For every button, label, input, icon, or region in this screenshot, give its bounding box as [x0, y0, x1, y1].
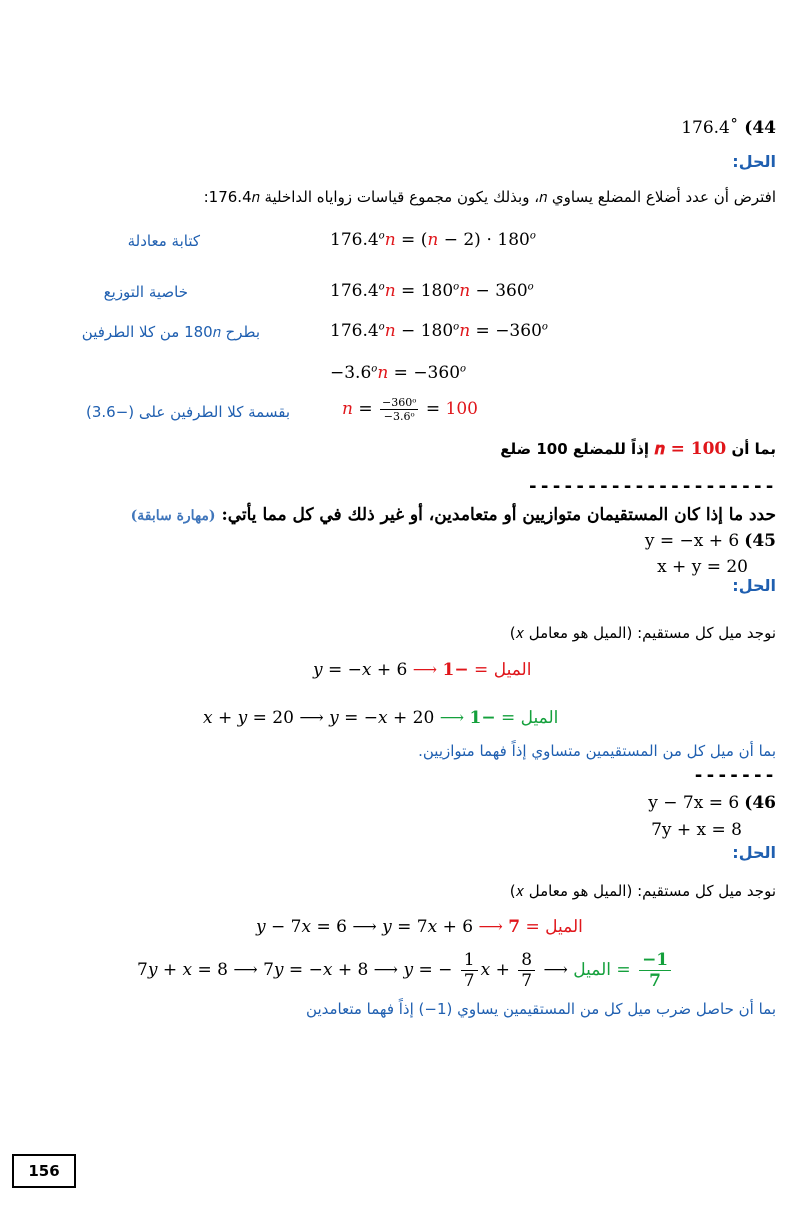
step5-fraction: $\frac{\text{−360ᵒ}}{\text{−3.6ᵒ}}$	[382, 396, 417, 423]
problem-45-header	[645, 531, 776, 551]
p44-intro: افترض أن عدد أضلاع المضلع يساوي 𝑛، وبذلك يكون مجموع قياسات زواياه الداخلية 176.4𝑛:	[203, 188, 776, 206]
p45-conclusion: بما أن ميل كل من المستقيمين متساوي إذاً فهما متوازيين.	[418, 742, 776, 760]
p46-line2: 7𝑦 + 𝑥 = 8 ⟶ 7𝑦 = −𝑥 + 8 ⟶ 𝑦 = − $\frac{1}{7}$ 𝑥 + $\frac{8}{7}$ ⟶ الميل = $\frac{-𝟏}{𝟕}$	[137, 950, 674, 991]
problem-44-answer: 176.4˚	[681, 118, 739, 138]
problem-44-number: (44	[744, 118, 776, 138]
instruction-tag: (مهارة سابقة)	[130, 508, 216, 524]
step2-label: خاصية التوزيع	[103, 283, 188, 301]
step2-equation: $176.4^𝑜𝑛$ = $180^𝑜𝑛 - 360^𝑜$	[330, 281, 534, 301]
problem-46-number: (46	[744, 793, 776, 813]
step5-result: 100	[445, 399, 478, 419]
page-number: 156	[12, 1154, 76, 1188]
instruction: حدد ما إذا كان المستقيمان متوازيين أو متعامدين، أو غير ذلك في كل مما يأتي: (مهارة سابقة)	[130, 505, 776, 525]
step5-label: بقسمة كلا الطرفين على (−3.6)	[85, 403, 290, 421]
problem-45-eq1: y = −x + 6	[644, 531, 740, 551]
p46-frac1: $\frac{1}{7}$	[461, 950, 478, 991]
p46-intro: نوجد ميل كل مستقيم: (الميل هو معامل 𝑥)	[509, 882, 776, 900]
problem-46-eq1: y − 7x = 6	[648, 793, 740, 813]
problem-45-eq2: x + y = 20	[657, 557, 748, 577]
separator-1: ---------------------	[527, 476, 776, 497]
problem-46-eq2: 7y + x = 8	[651, 820, 742, 840]
solution-label-46: الحل:	[732, 843, 776, 862]
problem-46-header	[648, 793, 776, 813]
step3-label: بطرح 180𝑛 من كلا الطرفين	[81, 323, 260, 341]
p46-frac2: $\frac{8}{7}$	[518, 950, 535, 991]
step1-label: كتابة معادلة	[127, 232, 200, 250]
p44-conclusion-equation: 𝒏 = 𝟏𝟎𝟎	[654, 439, 727, 459]
step3-equation: $176.4^𝑜𝑛$ − $180^𝑜𝑛 = -360^𝑜$	[330, 321, 548, 341]
step4-equation: $-3.6^𝑜𝑛 = -360^𝑜$	[330, 363, 467, 383]
p46-conclusion: بما أن حاصل ضرب ميل كل من المستقيمين يساوي (1−) إذاً فهما متعامدين	[306, 1000, 776, 1018]
problem-44-header	[681, 118, 776, 138]
p45-intro: نوجد ميل كل مستقيم: (الميل هو معامل 𝑥)	[509, 624, 776, 642]
p44-conclusion: بما أن 𝒏 = 𝟏𝟎𝟎 إذاً للمضلع 100 ضلع	[500, 439, 776, 459]
step5-equation: 𝑛 = $\frac{\text{−360ᵒ}}{\text{−3.6ᵒ}}$ = 100	[342, 396, 478, 423]
p45-line2: 𝑥 + 𝑦 = 20 ⟶ 𝑦 = −𝑥 + 20 ⟶ الميل = −𝟏	[203, 708, 559, 728]
solution-label-45: الحل:	[732, 576, 776, 595]
p46-line1: 𝑦 − 7𝑥 = 6 ⟶ 𝑦 = 7𝑥 + 6 ⟶ الميل = 𝟕	[256, 917, 583, 937]
problem-45-number: (45	[744, 531, 776, 551]
p45-line1: 𝑦 = −𝑥 + 6 ⟶ الميل = −𝟏	[313, 660, 532, 680]
solution-label: الحل:	[732, 152, 776, 171]
separator-2: -------	[693, 765, 776, 786]
p46-slope2: $\frac{-𝟏}{𝟕}$	[639, 950, 671, 991]
step1-equation: $176.4^𝑜𝑛$ = (𝑛 − $2) \cdot 180^𝑜$	[330, 230, 536, 250]
